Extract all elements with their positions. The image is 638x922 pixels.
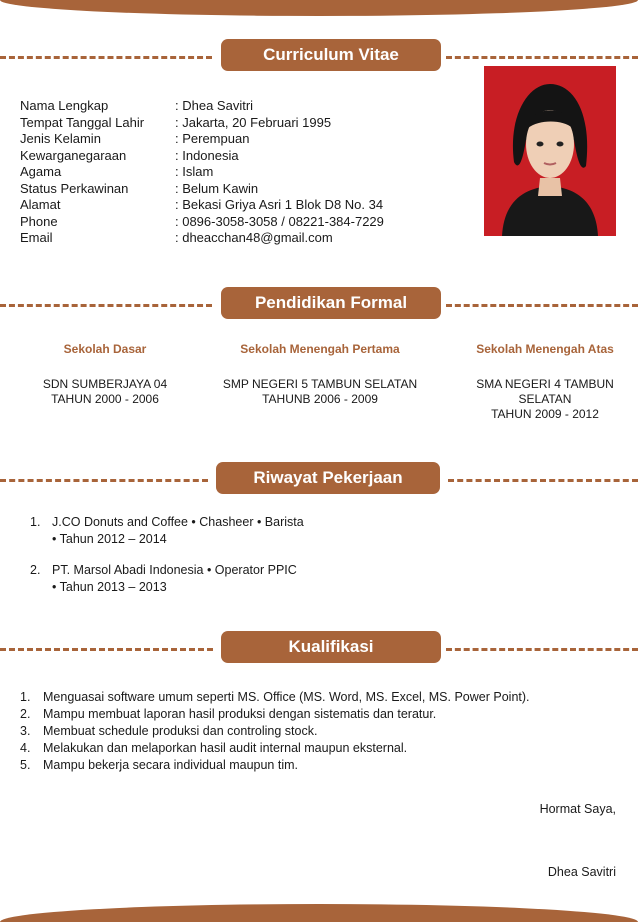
education-section-header [0,287,638,321]
list-number: 1. [20,690,31,704]
info-row-gender [20,131,384,148]
dash-line-right [448,479,638,482]
education-sma [445,342,638,422]
work-title: Riwayat Pekerjaan [216,462,440,494]
info-value: : dheacchan48@gmail.com [175,230,333,245]
list-text: Membuat schedule produksi dan controling stock. [43,724,318,738]
work-title-line: J.CO Donuts and Coffee • Chasheer • Barista [52,515,304,529]
dash-line-left [0,648,213,651]
list-number: 2. [30,563,41,577]
list-item [30,562,304,596]
education-school-line: SDN SUMBERJAYA 04 [42,377,168,391]
cv-title: Curriculum Vitae [221,39,441,71]
closing-greeting: Hormat Saya, [539,802,616,816]
list-number: 1. [30,515,41,529]
list-item [20,740,530,757]
qualifications-list [20,689,530,774]
work-title-line: PT. Marsol Abadi Indonesia • Operator PPIC [52,563,297,577]
profile-photo [484,66,616,236]
work-section-header [0,462,638,496]
education-level: Sekolah Menengah Atas [476,342,614,356]
personal-info [20,98,384,247]
education-school-line: SMP NEGERI 5 TAMBUN SELATAN [222,377,418,391]
list-text: Melakukan dan melaporkan hasil audit internal maupun eksternal. [43,741,408,755]
qualifications-section-header [0,631,638,665]
info-value: : Perempuan [175,131,250,146]
info-label: Kewarganegaraan [20,147,127,163]
education-school-line: SELATAN [518,392,572,406]
list-item [20,723,530,740]
info-row-address [20,197,384,214]
info-label: Alamat [20,197,61,212]
education-title: Pendidikan Formal [221,287,441,319]
list-text: Mampu bekerja secara individual maupun tim. [43,758,298,772]
list-item [20,689,530,706]
info-label: Jenis Kelamin [20,131,101,146]
list-number: 5. [20,758,31,772]
info-label: Tempat Tanggal Lahir [20,114,145,130]
info-row-birth [20,115,384,132]
info-row-citizenship [20,148,384,165]
info-value: : 0896-3058-3058 / 08221-384-7229 [175,213,384,229]
education-level: Sekolah Menengah Pertama [240,342,400,356]
dash-line-right [446,56,638,59]
dash-line-left [0,56,212,59]
info-value: : Indonesia [175,147,239,163]
education-sd [5,342,205,407]
list-text: Mampu membuat laporan hasil produksi dengan sistematis dan teratur. [43,707,437,721]
work-list [30,514,304,596]
info-label: Email [20,230,53,245]
bottom-decorative-band [0,904,638,922]
education-level: Sekolah Dasar [63,342,147,356]
education-smp [220,342,420,407]
list-text: Menguasai software umum seperti MS. Office (MS. Word, MS. Excel, MS. Power Point). [43,690,530,704]
info-label: Agama [20,164,62,179]
info-value: : Jakarta, 20 Februari 1995 [175,114,332,130]
top-decorative-band [0,0,638,16]
info-label: Phone [20,213,58,229]
education-school-line: TAHUN 2000 - 2006 [51,392,159,406]
dash-line-right [446,648,638,651]
education-school-line: TAHUN 2009 - 2012 [491,407,599,421]
list-item [30,514,304,548]
info-value: : Islam [175,164,214,179]
closing-name: Dhea Savitri [547,865,616,879]
dash-line-left [0,479,208,482]
info-row-phone [20,214,384,231]
list-item [20,706,530,723]
info-value: : Belum Kawin [175,180,259,196]
info-row-marital [20,181,384,198]
dash-line-left [0,304,212,307]
education-school-line: TAHUNB 2006 - 2009 [262,392,378,406]
info-row-religion [20,164,384,181]
work-period-line: • Tahun 2013 – 2013 [52,580,167,594]
work-period-line: • Tahun 2012 – 2014 [52,532,167,546]
info-value: : Bekasi Griya Asri 1 Blok D8 No. 34 [175,197,384,212]
list-number: 4. [20,741,31,755]
list-item [20,757,530,774]
info-label: Nama Lengkap [20,98,109,113]
info-value: : Dhea Savitri [175,98,254,113]
dash-line-right [446,304,638,307]
info-row-name [20,98,384,115]
list-number: 3. [20,724,31,738]
list-number: 2. [20,707,31,721]
info-label: Status Perkawinan [20,180,129,196]
qualifications-title: Kualifikasi [221,631,441,663]
info-row-email [20,230,384,247]
education-school-line: SMA NEGERI 4 TAMBUN [476,377,614,391]
